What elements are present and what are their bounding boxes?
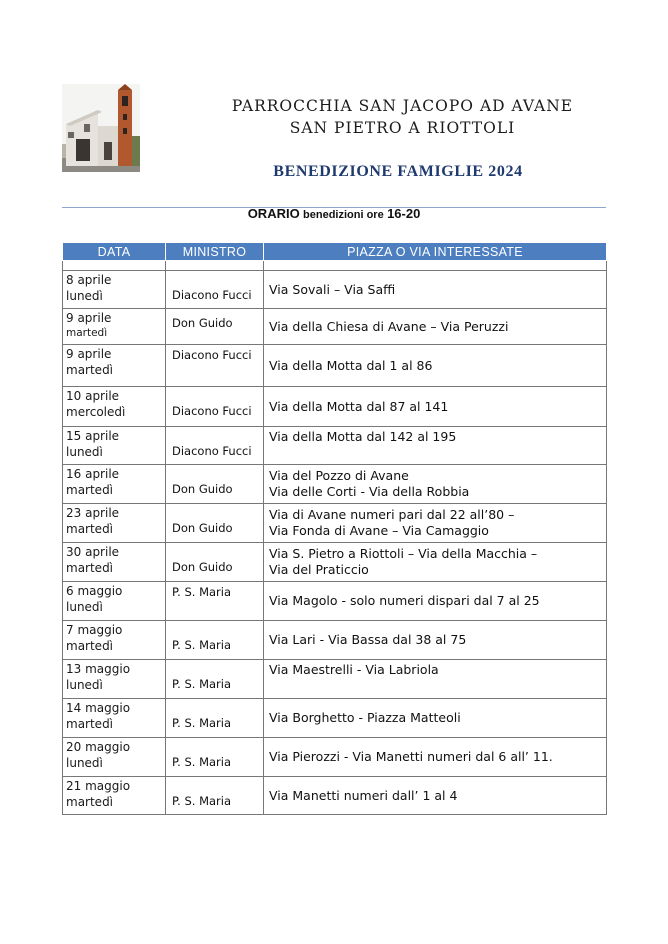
place-cell (264, 504, 607, 543)
date-text: 16 aprile (66, 467, 120, 481)
date-cell (63, 699, 166, 738)
place-text: Via Magolo - solo numeri dispari dal 7 al 25 (269, 593, 540, 608)
date-text: 7 maggio (66, 623, 123, 637)
weekday-text: martedì (66, 522, 114, 536)
date-text: 9 aprile (66, 311, 112, 325)
place-text: Via della Chiesa di Avane – Via Peruzzi (269, 318, 509, 334)
table-row (63, 309, 607, 345)
weekday-text: martedì (66, 561, 114, 575)
table-row (63, 660, 607, 699)
church-photo (62, 84, 140, 172)
place-text: Via Manetti numeri dall’ 1 al 4 (269, 787, 458, 803)
ministro-cell: Don Guido (166, 309, 264, 345)
place-cell (264, 309, 607, 345)
ministro-cell: P. S. Maria (166, 621, 264, 660)
date-text: 13 maggio (66, 662, 131, 676)
date-text: 15 aprile (66, 429, 120, 443)
weekday-text: martedì (66, 717, 114, 731)
date-text: 9 aprile (66, 347, 112, 361)
date-cell (63, 271, 166, 309)
table-row (63, 271, 607, 309)
place-text: Via della Motta dal 142 al 195 (269, 429, 457, 444)
date-cell (63, 738, 166, 777)
weekday-text: lunedì (66, 445, 103, 459)
table-row (63, 504, 607, 543)
parish-name-line2: SAN PIETRO A RIOTTOLI (289, 119, 516, 137)
ministro-cell: P. S. Maria (166, 777, 264, 815)
weekday-text: lunedì (66, 756, 103, 770)
hours-value: 16-20 (387, 206, 421, 221)
table-row (63, 738, 607, 777)
ministro-cell: P. S. Maria (166, 699, 264, 738)
place-text: Via Maestrelli - Via Labriola (269, 662, 439, 677)
place-text: Via Sovali – Via Saffi (269, 281, 396, 297)
table-row (63, 387, 607, 427)
date-cell (63, 660, 166, 699)
parish-name-line1: PARROCCHIA SAN JACOPO AD AVANE (231, 97, 574, 115)
table-row (63, 345, 607, 387)
document-title: BENEDIZIONE FAMIGLIE 2024 (273, 163, 523, 180)
weekday-text: lunedì (66, 600, 103, 614)
place-text: Via di Avane numeri pari dal 22 all’80 – (269, 507, 515, 522)
table-row (63, 427, 607, 465)
ministro-cell: P. S. Maria (166, 660, 264, 699)
table-header-row (63, 243, 607, 261)
date-cell (63, 621, 166, 660)
ministro-cell: Don Guido (166, 543, 264, 582)
place-cell (264, 271, 607, 309)
place-cell (264, 543, 607, 582)
date-cell (63, 309, 166, 345)
place-text: Via della Motta dal 87 al 141 (269, 398, 449, 414)
date-text: 20 maggio (66, 740, 131, 754)
weekday-text: martedì (66, 327, 108, 339)
weekday-text: lunedì (66, 678, 103, 692)
date-text: 10 aprile (66, 389, 120, 403)
place-cell (264, 387, 607, 427)
table-row (63, 582, 607, 621)
place-text: Via del Pozzo di Avane (269, 468, 409, 483)
place-text: Via S. Pietro a Riottoli – Via della Macchia – (269, 546, 538, 561)
date-text: 21 maggio (66, 779, 131, 793)
place-text: Via Pierozzi - Via Manetti numeri dal 6 all’ 11. (269, 749, 553, 764)
table-row (63, 543, 607, 582)
hours-label: ORARIO (247, 206, 300, 221)
table-row (63, 621, 607, 660)
date-text: 30 aprile (66, 545, 120, 559)
place-cell (264, 660, 607, 699)
column-header-data: DATA (63, 243, 166, 261)
date-text: 14 maggio (66, 701, 131, 715)
table-spacer-row (63, 261, 607, 271)
ministro-cell: P. S. Maria (166, 738, 264, 777)
column-header-ministro: MINISTRO (166, 243, 264, 261)
place-cell (264, 345, 607, 387)
weekday-text: martedì (66, 483, 114, 497)
place-text: Via Borghetto - Piazza Matteoli (269, 710, 461, 725)
place-cell (264, 427, 607, 465)
ministro-cell: Diacono Fucci (166, 387, 264, 427)
place-cell (264, 738, 607, 777)
date-cell (63, 777, 166, 815)
table-row (63, 777, 607, 815)
date-cell (63, 504, 166, 543)
hours-mid: benedizioni ore (303, 209, 384, 221)
ministro-cell: Diacono Fucci (166, 345, 264, 387)
place-text: Via Lari - Via Bassa dal 38 al 75 (269, 632, 467, 647)
weekday-text: martedì (66, 795, 114, 809)
ministro-cell: Diacono Fucci (166, 271, 264, 309)
date-cell (63, 387, 166, 427)
weekday-text: lunedì (66, 289, 103, 303)
column-header-piazza: PIAZZA O VIA INTERESSATE (264, 243, 607, 261)
date-cell (63, 345, 166, 387)
weekday-text: mercoledì (66, 405, 126, 419)
date-text: 8 aprile (66, 273, 112, 287)
place-text: Via della Motta dal 1 al 86 (269, 357, 433, 373)
place-cell (264, 465, 607, 504)
ministro-cell: Diacono Fucci (166, 427, 264, 465)
place-cell (264, 621, 607, 660)
table-row (63, 465, 607, 504)
table-row (63, 699, 607, 738)
date-cell (63, 427, 166, 465)
ministro-cell: Don Guido (166, 465, 264, 504)
ministro-cell: P. S. Maria (166, 582, 264, 621)
date-cell (63, 582, 166, 621)
place-cell (264, 699, 607, 738)
ministro-cell: Don Guido (166, 504, 264, 543)
date-text: 6 maggio (66, 584, 123, 598)
date-cell (63, 465, 166, 504)
weekday-text: martedì (66, 363, 114, 377)
date-cell (63, 543, 166, 582)
place-cell (264, 777, 607, 815)
hours-line (62, 206, 606, 221)
date-text: 23 aprile (66, 506, 120, 520)
place-text-line2: Via del Praticcio (269, 562, 369, 577)
schedule-table (62, 242, 607, 815)
place-text-line2: Via delle Corti - Via della Robbia (269, 484, 470, 499)
weekday-text: martedì (66, 639, 114, 653)
place-text-line2: Via Fonda di Avane – Via Camaggio (269, 523, 489, 538)
place-cell (264, 582, 607, 621)
